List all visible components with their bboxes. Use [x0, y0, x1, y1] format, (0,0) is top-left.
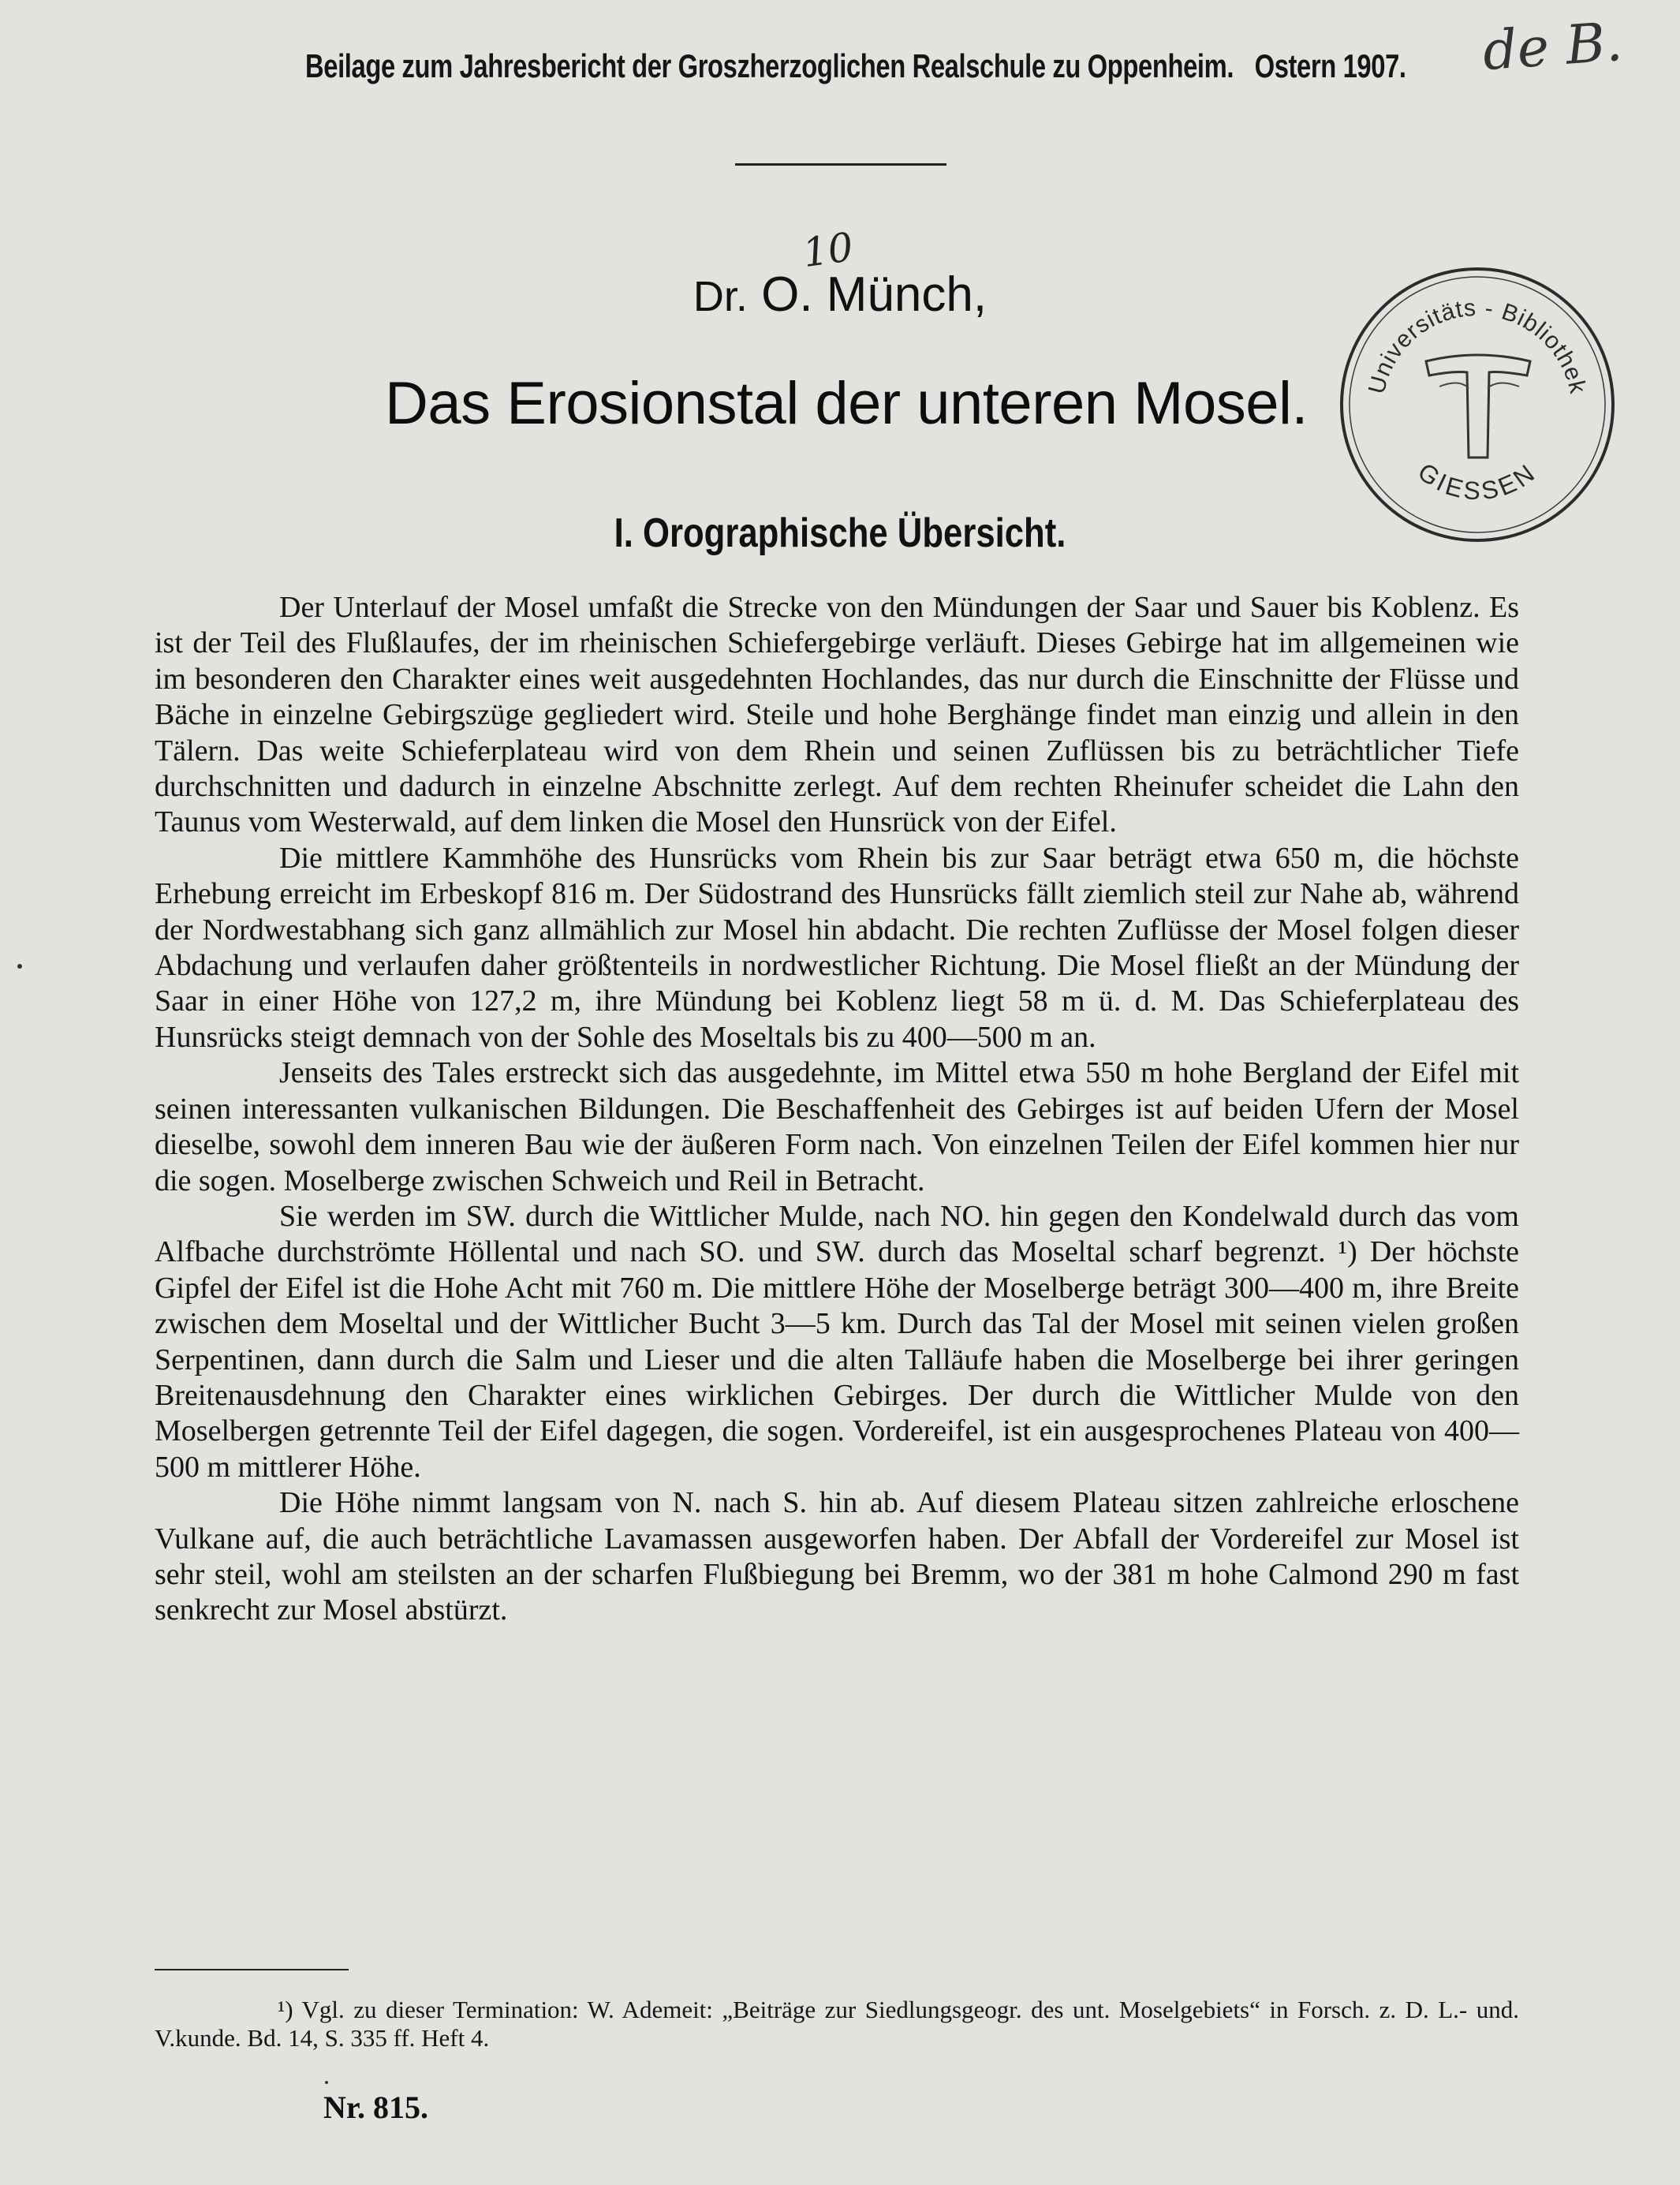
paragraph: Die Höhe nimmt langsam von N. nach S. hin ab. Auf diesem Plateau sitzen zahlreiche erloschene Vulkane auf, die auch beträchtliche Lavamassen ausgeworfen haben. Der Abfall der Vordereifel zur Mosel ist sehr steil, wohl am steilsten an der scharfen Flußbiegung bei Bremm, wo der 381 m hohe Calmond 290 m fast senkrecht zur Mosel abstürzt. [155, 1486, 1519, 1627]
svg-text:Universitäts - Bibliothek [1364, 295, 1591, 397]
sheet-number: Nr. 815. [323, 2090, 428, 2125]
footnote-divider [155, 1969, 349, 1970]
header-divider [735, 163, 946, 166]
paragraph: Die mittlere Kammhöhe des Hunsrücks vom Rhein bis zur Saar beträgt etwa 650 m, die höchste Erhebung erreicht im Erbeskopf 816 m. Der Südostrand des Hunsrücks fällt ziemlich steil zur Nahe ab, während der Nordwestabhang sich ganz allmählich zur Mosel hin abdacht. Die rechten Zuflüsse der Mosel folgen dieser Abdachung und verlaufen daher größtenteils in nordwestlicher Richtung. Die Mosel fließt an der Mündung der Saar in einer Höhe von 127,2 m, ihre Mündung bei Koblenz liegt 58 m ü. d. M. Das Schieferplateau des Hunsrücks steigt demnach von der Sohle des Moseltals bis zu 400—500 m an. [155, 841, 1519, 1054]
paragraph: Der Unterlauf der Mosel umfaßt die Strecke von den Mündungen der Saar und Sauer bis Koblenz. Es ist der Teil des Flußlaufes, der im rheinischen Schiefergebirge verläuft. Dieses Gebirge hat im allgemeinen wie im besonderen den Charakter eines weit ausgedehnten Hochlandes, das nur durch die Einschnitte der Flüsse und Bäche in einzelne Gebirgszüge gegliedert wird. Steile und hohe Berghänge findet man einzig und allein in den Tälern. Das weite Schieferplateau wird von dem Rhein und seinen Zuflüssen bis zu beträchtlicher Tiefe durchschnitten und dadurch in einzelne Abschnitte zerlegt. Auf dem rechten Rheinufer scheidet die Lahn den Taunus vom Westerwald, auf dem linken die Mosel den Hunsrück von der Eifel. [155, 591, 1519, 839]
header-text: Beilage zum Jahresbericht der Groszherzoglichen Realschule zu Oppenheim. [305, 47, 1234, 84]
paragraph: Jenseits des Tales erstreckt sich das ausgedehnte, im Mittel etwa 550 m hohe Bergland der Eifel mit seinen interessanten vulkanischen Bildungen. Die Beschaffenheit des Gebirges ist auf beiden Ufern der Mosel dieselbe, sowohl dem inneren Bau wie der äußeren Form nach. Von einzelnen Teilen der Eifel kommen hier nur die sogen. Moselberge zwischen Schweich und Reil in Betracht. [155, 1056, 1519, 1197]
stamp-text-top: Universitäts - Bibliothek [1363, 294, 1592, 397]
author-name: O. Münch, [761, 267, 987, 322]
stamp-text-bottom: GIESSEN [1413, 457, 1542, 506]
stamp-graphic [1333, 260, 1622, 549]
article-body [155, 590, 1519, 1629]
svg-text:GIESSEN [1413, 457, 1542, 505]
footnote: ¹) Vgl. zu dieser Termination: W. Ademeit: „Beiträge zur Siedlungsgeogr. des unt. Moselgebiets“ in Forsch. z. D. L.- und. V.kunde. Bd. 14, S. 335 ff. Heft 4. [155, 1996, 1519, 2052]
handwritten-note: de B. [1480, 10, 1625, 84]
paper-speck [325, 2081, 328, 2084]
library-stamp [1333, 260, 1622, 549]
header-line [305, 47, 1406, 85]
page-title: Das Erosionstal der unteren Mosel. [384, 370, 1309, 437]
paragraph: Sie werden im SW. durch die Wittlicher Mulde, nach NO. hin gegen den Kondelwald durch das vom Alfbache durchströmte Höllental und nach SO. und SW. durch das Moseltal scharf begrenzt. ¹) Der höchste Gipfel der Eifel ist die Hohe Acht mit 760 m. Die mittlere Höhe der Moselberge beträgt 300—400 m, ihre Breite zwischen dem Moseltal und der Wittlicher Bucht 3—5 km. Durch das Tal der Mosel mit seinen vielen großen Serpentinen, dann durch die Salm und Lieser und die alten Talläufe haben die Moselberge bei ihrer geringen Breitenausdehnung den Charakter eines wirklichen Gebirges. Der durch die Wittlicher Mulde von den Moselbergen getrennte Teil der Eifel dagegen, die sogen. Vordereifel, ist ein ausgesprochenes Plateau von 400—500 m mittlerer Höhe. [155, 1199, 1519, 1484]
header-date: Ostern 1907. [1254, 47, 1406, 84]
author-prefix: Dr. [693, 273, 748, 320]
section-heading: I. Orographische Übersicht. [614, 510, 1066, 556]
handwritten-number: 10 [800, 223, 857, 277]
paper-speck [17, 964, 22, 969]
